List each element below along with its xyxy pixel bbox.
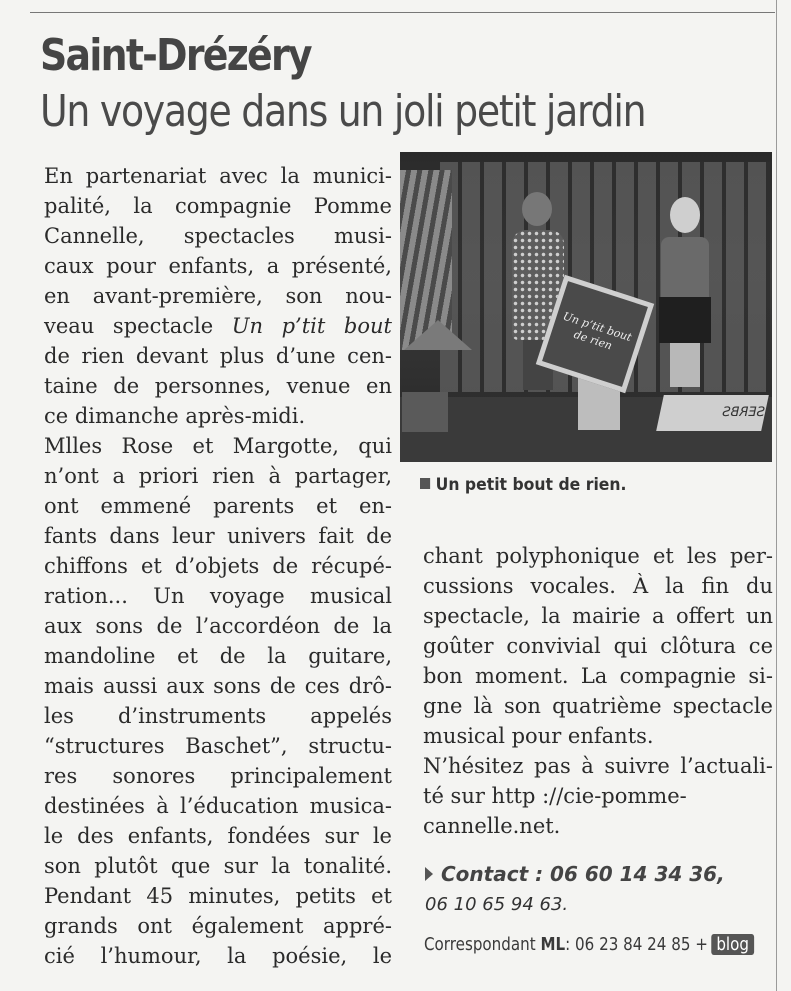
body-line: bon moment. La compagnie si- bbox=[423, 664, 773, 688]
article-column-2 bbox=[423, 541, 773, 841]
body-line: chant polyphonique et les per- bbox=[423, 544, 773, 568]
body-line: aux sons de l’accordéon de la bbox=[44, 614, 392, 638]
caption-text: Un petit bout de rien. bbox=[435, 475, 627, 495]
body-line: cannelle.net. bbox=[423, 814, 561, 838]
correspondent-label: Correspondant bbox=[424, 934, 536, 955]
body-line: musical pour enfants. bbox=[423, 724, 654, 748]
body-line: grands ont également appré- bbox=[44, 914, 392, 938]
correspondent-phone: : 06 23 84 24 85 + bbox=[565, 934, 708, 955]
body-line: mandoline et de la guitare, bbox=[44, 644, 392, 668]
stage-box bbox=[402, 392, 448, 432]
body-line: Mlles Rose et Margotte, qui bbox=[44, 434, 392, 458]
stage-trunk bbox=[656, 395, 769, 431]
body-line: palité, la compagnie Pomme bbox=[44, 194, 392, 218]
body-line: taine de personnes, venue en bbox=[44, 374, 392, 398]
body-line: gne là son quatrième spectacle bbox=[423, 694, 773, 718]
body-line: cié l’humour, la poésie, le bbox=[44, 944, 392, 968]
body-line: fants dans leur univers fait de bbox=[44, 524, 392, 548]
bullet-triangle-icon bbox=[425, 867, 433, 881]
caption-square-icon bbox=[420, 478, 430, 489]
contact-line-2: 06 10 65 94 63. bbox=[425, 894, 569, 915]
body-line: caux pour enfants, a présenté, bbox=[44, 254, 392, 278]
body-line: le des enfants, fondées sur le bbox=[44, 824, 392, 848]
body-line: N’hésitez pas à suivre l’actuali- bbox=[423, 754, 773, 778]
article-photo bbox=[400, 152, 772, 462]
body-line: chiffons et d’objets de récupé- bbox=[44, 554, 392, 578]
chalkboard-sign: Un p’tit bout de rien bbox=[536, 275, 654, 393]
body-line: cussions vocales. À la fin du bbox=[423, 574, 773, 598]
body-line bbox=[44, 311, 392, 341]
body-line: mais aussi aux sons de ces drô- bbox=[44, 674, 392, 698]
blog-badge: blog bbox=[711, 934, 754, 955]
body-line: ration... Un voyage musical bbox=[44, 584, 392, 608]
trunk-label: SERBS bbox=[720, 405, 767, 420]
correspondent-initials: ML bbox=[540, 934, 566, 955]
body-line: Cannelle, spectacles musi- bbox=[44, 224, 392, 248]
body-line: n’ont a priori rien à partager, bbox=[44, 464, 392, 488]
article-column-1 bbox=[44, 161, 392, 971]
body-line: res sonores principalement bbox=[44, 764, 392, 788]
article-headline: Un voyage dans un joli petit jardin bbox=[40, 86, 646, 137]
show-title: Un p’tit bout bbox=[231, 314, 392, 338]
top-rule bbox=[30, 0, 775, 13]
correspondent-line bbox=[424, 934, 754, 955]
body-line: son plutôt que sur la tonalité. bbox=[44, 854, 392, 878]
contact-block bbox=[425, 862, 725, 915]
body-line: spectacle, la mairie a offert un bbox=[423, 604, 773, 628]
body-line: Pendant 45 minutes, petits et bbox=[44, 884, 392, 908]
body-line: ont emmené parents et en- bbox=[44, 494, 392, 518]
body-line: té sur http ://cie-pomme- bbox=[423, 784, 687, 808]
body-line: en avant-première, son nou- bbox=[44, 284, 392, 308]
body-line: ce dimanche après-midi. bbox=[44, 404, 306, 428]
lamp-shade bbox=[404, 320, 472, 350]
body-line: En partenariat avec la munici- bbox=[44, 164, 392, 188]
performer-right bbox=[655, 197, 715, 397]
column-rule bbox=[776, 0, 777, 991]
body-line: les d’instruments appelés bbox=[44, 704, 392, 728]
body-text: veau spectacle bbox=[44, 314, 214, 338]
body-line: destinées à l’éducation musica- bbox=[44, 794, 392, 818]
photo-caption bbox=[420, 475, 626, 495]
contact-line-1: Contact : 06 60 14 34 36, bbox=[441, 862, 725, 886]
body-line: de rien devant plus d’une cen- bbox=[44, 344, 392, 368]
body-line: “structures Baschet”, structu- bbox=[44, 734, 392, 758]
body-line: goûter convivial qui clôtura ce bbox=[423, 634, 773, 658]
location-kicker: Saint-Drézéry bbox=[40, 30, 311, 81]
